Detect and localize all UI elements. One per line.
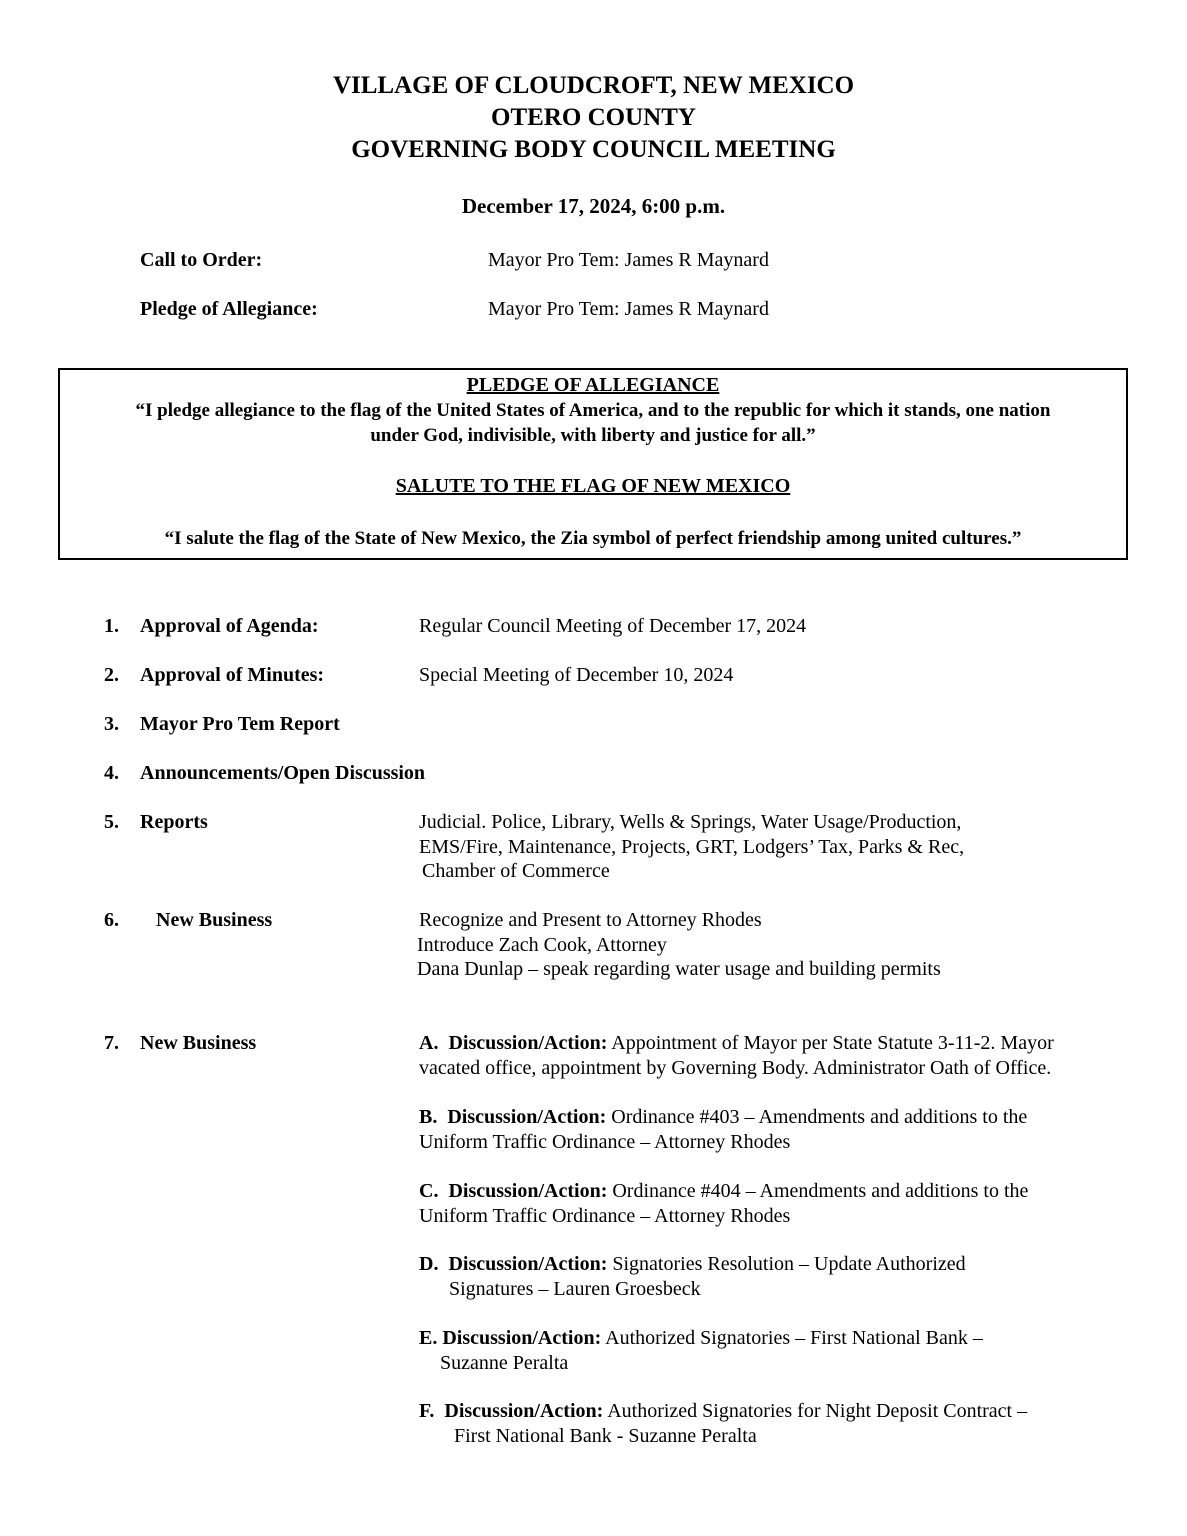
meeting-date: December 17, 2024, 6:00 p.m. xyxy=(461,194,726,218)
agenda-number: 7. xyxy=(104,1032,119,1054)
pledge-heading: PLEDGE OF ALLEGIANCE xyxy=(466,374,720,396)
subitem-action: Discussion/Action: xyxy=(442,1327,602,1349)
subitem-letter: B. xyxy=(419,1106,438,1128)
agenda-label: New Business xyxy=(156,909,273,931)
pledge-label: Pledge of Allegiance: xyxy=(140,298,318,320)
title-line-2: OTERO COUNTY xyxy=(491,104,696,131)
subitem-letter: F. xyxy=(419,1400,435,1422)
agenda-label: Announcements/Open Discussion xyxy=(140,762,426,784)
agenda-label: Approval of Agenda: xyxy=(140,615,319,637)
subitem-e xyxy=(419,1326,1119,1375)
agenda-number: 2. xyxy=(104,664,119,686)
agenda-value: Special Meeting of December 10, 2024 xyxy=(419,664,734,686)
pledge-text-line-1: “I pledge allegiance to the flag of the United States of America, and to the republic for which it stands, one nation xyxy=(135,400,1051,421)
subitem-action: Discussion/Action: xyxy=(448,1253,608,1275)
call-to-order-label: Call to Order: xyxy=(140,249,263,271)
subitem-text-line-2: vacated office, appointment by Governing Body. Administrator Oath of Office. xyxy=(419,1056,1052,1079)
subitem-action: Discussion/Action: xyxy=(444,1400,604,1422)
subitem-text: Signatories Resolution – Update Authorized xyxy=(607,1253,966,1275)
agenda-value: Regular Council Meeting of December 17, 2024 xyxy=(419,615,807,637)
subitem-text-line-2: Uniform Traffic Ordinance – Attorney Rhodes xyxy=(419,1130,791,1153)
subitem-text: Authorized Signatories – First National Bank – xyxy=(601,1327,983,1349)
new-business-line-2: Introduce Zach Cook, Attorney xyxy=(417,933,667,956)
subitem-letter: A. xyxy=(419,1032,439,1054)
agenda-label: Mayor Pro Tem Report xyxy=(140,713,340,735)
subitem-text: Authorized Signatories for Night Deposit Contract – xyxy=(603,1400,1028,1422)
salute-heading: SALUTE TO THE FLAG OF NEW MEXICO xyxy=(395,475,791,497)
subitem-b xyxy=(419,1105,1119,1154)
title-line-1: VILLAGE OF CLOUDCROFT, NEW MEXICO xyxy=(332,72,855,99)
agenda-number: 5. xyxy=(104,811,119,833)
agenda-number: 6. xyxy=(104,909,119,931)
subitem-action: Discussion/Action: xyxy=(447,1106,607,1128)
subitem-text-line-2: Signatures – Lauren Groesbeck xyxy=(449,1277,701,1300)
subitem-action: Discussion/Action: xyxy=(448,1180,608,1202)
subitem-d xyxy=(419,1252,1119,1301)
new-business-list xyxy=(419,908,1119,982)
subitem-text: Ordinance #403 – Amendments and additions to the xyxy=(606,1106,1028,1128)
reports-line-3: Chamber of Commerce xyxy=(422,860,610,882)
subitem-text-line-2: Suzanne Peralta xyxy=(440,1351,569,1374)
agenda-label: Approval of Minutes: xyxy=(140,664,325,686)
title-line-3: GOVERNING BODY COUNCIL MEETING xyxy=(351,136,836,163)
new-business-line-3: Dana Dunlap – speak regarding water usage and building permits xyxy=(417,958,941,980)
agenda-label: New Business xyxy=(140,1032,257,1054)
subitem-text-line-2: First National Bank - Suzanne Peralta xyxy=(454,1424,757,1447)
subitem-text: Ordinance #404 – Amendments and additions to the xyxy=(607,1180,1029,1202)
agenda-number: 4. xyxy=(104,762,119,784)
subitem-c xyxy=(419,1179,1119,1228)
reports-line-1: Judicial. Police, Library, Wells & Springs, Water Usage/Production, xyxy=(419,811,962,833)
pledge-box xyxy=(58,368,1128,560)
agenda-number: 3. xyxy=(104,713,119,735)
pledge-text-line-2: under God, indivisible, with liberty and justice for all.” xyxy=(370,425,816,446)
subitem-f xyxy=(419,1399,1119,1448)
call-to-order-value: Mayor Pro Tem: James R Maynard xyxy=(488,249,769,271)
subitem-a xyxy=(419,1031,1119,1080)
reports-list xyxy=(419,810,1119,884)
agenda-label: Reports xyxy=(140,811,208,833)
agenda-number: 1. xyxy=(104,615,119,637)
subitem-action: Discussion/Action: xyxy=(448,1032,608,1054)
subitem-text: Appointment of Mayor per State Statute 3-11-2. Mayor xyxy=(607,1032,1054,1054)
reports-line-2: EMS/Fire, Maintenance, Projects, GRT, Lodgers’ Tax, Parks & Rec, xyxy=(419,835,965,858)
salute-text: “I salute the flag of the State of New Mexico, the Zia symbol of perfect friendship among united cultures.” xyxy=(164,528,1022,549)
subitem-text-line-2: Uniform Traffic Ordinance – Attorney Rhodes xyxy=(419,1204,791,1227)
subitem-letter: E. xyxy=(419,1327,438,1349)
pledge-value: Mayor Pro Tem: James R Maynard xyxy=(488,298,769,320)
new-business-line-1: Recognize and Present to Attorney Rhodes xyxy=(419,909,762,931)
document-title xyxy=(0,70,1187,166)
subitem-letter: D. xyxy=(419,1253,439,1275)
subitem-letter: C. xyxy=(419,1180,439,1202)
